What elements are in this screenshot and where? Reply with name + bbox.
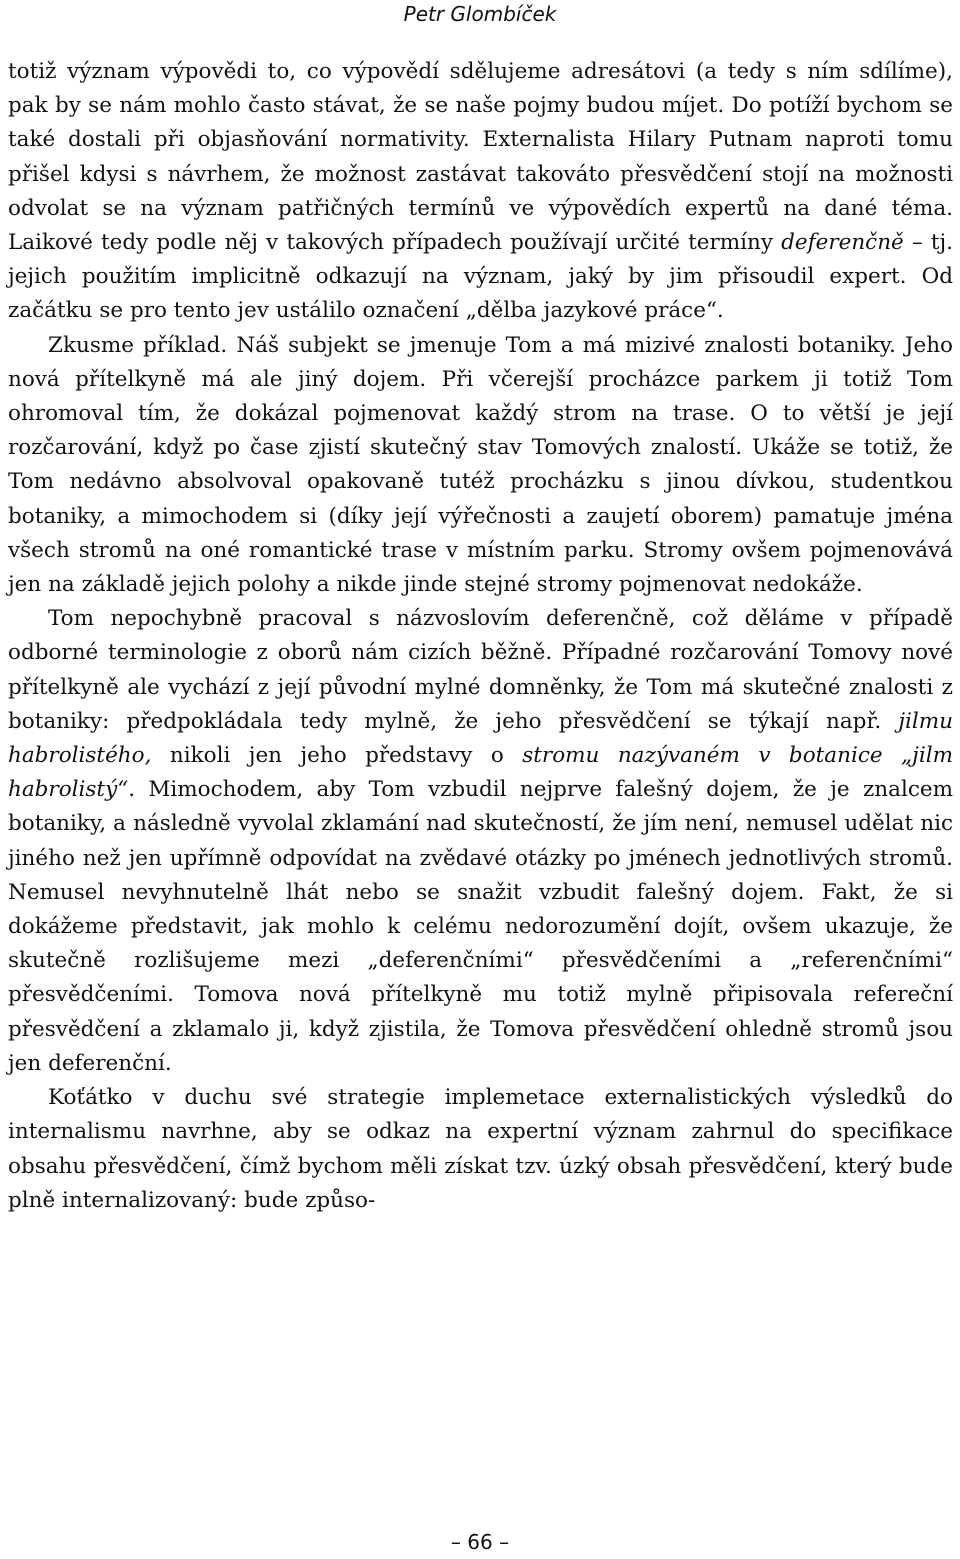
paragraph-4 xyxy=(8,1081,953,1218)
paragraph-2 xyxy=(8,329,953,603)
text-run: Tom nepochybně pracoval s názvoslovím deferenčně, což děláme v případě odborné terminologie z oborů nám cizích běžně. Případné rozčarování Tomovy nové přítelkyně ale vychází z její původní mylné domněnky, že Tom má skutečné znalosti z botaniky: předpokládala tedy mylně, že jeho přesvědčení se týkají např. xyxy=(8,606,953,734)
text-run: totiž význam výpovědi to, co výpovědí sdělujeme adresátovi (a tedy s ním sdílíme), pak by se nám mohlo často stávat, že se naše pojmy budou míjet. Do potíží bychom se také dostali při objasňování normativity. Externalista Hilary Putnam naproti tomu přišel kdysi s návrhem, že možnost zastávat takováto přesvědčení stojí na možnosti odvolat se na význam patřičných termínů ve výpovědích expertů na dané téma. Laikové tedy podle něj v takových případech používají určité termíny xyxy=(8,59,953,256)
page-number: – 66 – xyxy=(450,1530,510,1554)
paragraph-3 xyxy=(8,602,953,1081)
text-run: Koťátko v duchu své strategie implemetace externalistických výsledků do internalismu navrhne, aby se odkaz na expertní význam zahrnul do specifikace obsahu přesvědčení, čímž bychom měli získat tzv. úzký obsah přesvědčení, který bude plně internalizovaný: bude způso- xyxy=(8,1085,953,1213)
text-run: nikoli jen jeho představy o xyxy=(151,743,523,769)
text-run: – tj. jejich použitím implicitně odkazují na význam, jaký by jim přisoudil expert. Od začátku se pro tento jev ustálilo označení „dělba jazykové práce“. xyxy=(8,230,953,324)
paragraph-1 xyxy=(8,55,953,329)
text-run: . Mimochodem, aby Tom vzbudil nejprve falešný dojem, že je znalcem botaniky, a následně vyvolal zklamání nad skutečností, že jím není, nemusel udělat nic jiného než jen upřímně odpovídat na zvědavé otázky po jménech jednotlivých stromů. Nemusel nevyhnutelně lhát nebo se snažit vzbudit falešný dojem. Fakt, že si dokážeme představit, jak mohlo k celému nedorozumění dojít, ovšem ukazuje, že skutečně rozlišujeme mezi „deferenčními“ přesvědčeními a „referenčními“ přesvědčeními. Tomova nová přítelkyně mu totiž mylně připisovala refereční přesvědčení a zklamalo ji, když zjistila, že Tomova přesvědčení ohledně stromů jsou jen deferenční. xyxy=(8,777,953,1076)
italic-term: stromu nazývaném v botanice „jilm habrolistý“ xyxy=(8,743,953,803)
body-text xyxy=(8,55,953,1218)
running-head-author: Petr Glombíček xyxy=(403,2,557,26)
italic-term: deferenčně xyxy=(781,230,904,256)
italic-term: jilmu habrolistého, xyxy=(8,708,953,769)
text-run: Zkusme příklad. Náš subjekt se jmenuje Tom a má mizivé znalosti botaniky. Jeho nová přítelkyně má ale jiný dojem. Při včerejší procházce parkem ji totiž Tom ohromoval tím, že dokázal pojmenovat každý strom na trase. O to větší je její rozčarování, když po čase zjistí skutečný stav Tomových znalostí. Ukáže se totiž, že Tom nedávno absolvoval opakovaně tutéž procházku s jinou dívkou, studentkou botaniky, a mimochodem si (díky její výřečnosti a zaujetí oborem) pamatuje jména všech stromů na oné romantické trase v místním parku. Stromy ovšem pojmenovává jen na základě jejich polohy a nikde jinde stejné stromy pojmenovat nedokáže. xyxy=(8,332,953,598)
